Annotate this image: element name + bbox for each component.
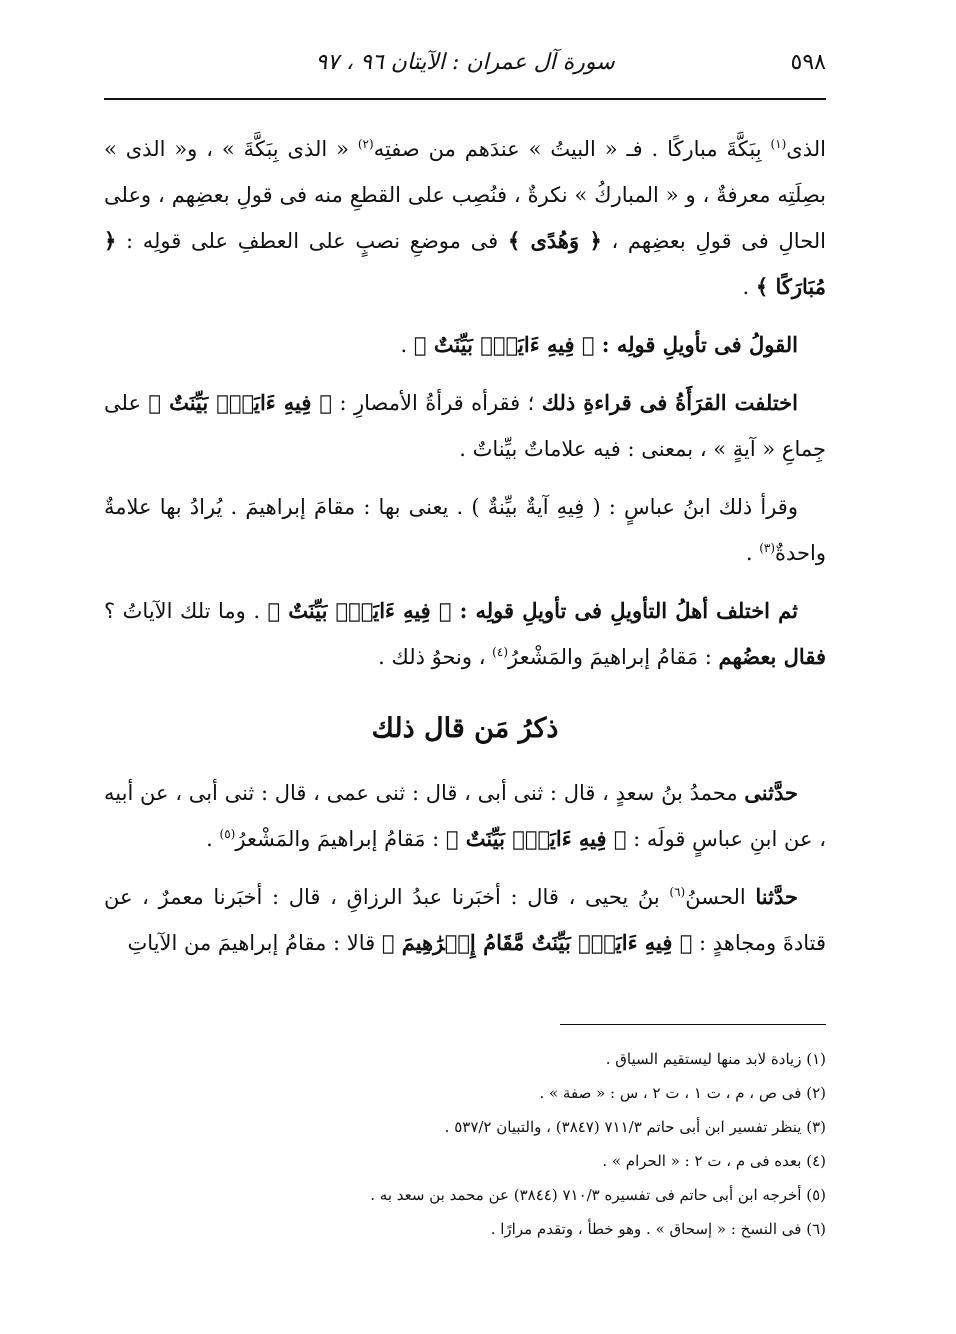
- footnote-ref-3: (٣): [759, 541, 776, 555]
- text-segment: الحسنُ: [685, 885, 756, 909]
- text-segment: قالا : مقامُ إبراهيمَ من الآياتِ: [127, 931, 382, 955]
- heading-lead: القولُ فى تأويلِ قولِه :: [594, 332, 798, 357]
- footnote-ref-5: (٥): [219, 827, 236, 841]
- text-segment: . وما تلك الآياتُ ؟: [104, 599, 268, 623]
- text-segment: فى موضعِ نصبٍ على العطفِ على قولِه :: [116, 229, 508, 253]
- heading-lead: ثم اختلف أهلُ التأويلِ فى تأويلِ قولِه :: [451, 598, 798, 623]
- footnote-rule: [560, 1024, 826, 1025]
- page-number: ٥٩٨: [790, 50, 826, 75]
- header-rule: [104, 98, 826, 100]
- text-segment: الذى: [786, 137, 826, 161]
- footnote-3: (٣) ينظر تفسير ابن أبى حاتم ٧١١/٣ (٣٨٤٧) ، والتبيان ٥٣٧/٢ .: [444, 1118, 826, 1136]
- text-segment: .: [742, 275, 756, 299]
- text-segment: « الذى بِبَكَّةَ » ، و« الذى » بصِلَتِه معرفةٌ ، و « المباركُ » نكرةٌ ، فنُصِب على القطعِ منه فى قولِ بعضِهم ، وعلى الحالِ فى قولِ بعضِهم ،: [104, 137, 826, 253]
- main-text: [104, 126, 826, 978]
- footnotes: [104, 1042, 826, 1246]
- paragraph-1: [104, 126, 826, 310]
- section-title: ذكرُ مَن قال ذلك: [371, 713, 559, 744]
- page-header: [104, 46, 826, 86]
- paragraph-2: [104, 322, 826, 368]
- text-segment: .: [400, 333, 414, 357]
- heading-lead: اختلفت القرَأَةُ فى قراءةِ ذلك: [541, 390, 798, 415]
- footnote-6: (٦) فى النسخ : « إسحاق » . وهو خطأ ، وتقدم مرارًا .: [490, 1220, 826, 1238]
- paragraph-4: [104, 484, 826, 576]
- text-segment: .: [745, 541, 760, 565]
- quran-quote: ﴿ مُبَارَكًا ﴾: [104, 228, 826, 299]
- footnote-2: (٢) فى ص ، م ، ت ١ ، ت ٢ ، س : « صفة » .: [539, 1084, 826, 1102]
- footnote-ref-4: (٤): [492, 645, 508, 659]
- text-segment: وقرأ ذلك ابنُ عباسٍ : ( فِيهِ آيةٌ بيِّنةٌ ) . يعنى بها : مقامَ إبراهيمَ . يُرادُ بها علامةٌ واحدةٌ: [104, 495, 826, 565]
- footnote-1: (١) زيادة لابد منها ليستقيم السياق .: [605, 1050, 826, 1068]
- text-segment: بنُ يحيى ، قال : أخبَرنا عبدُ الرزاقِ ، قال : أخبَرنا معمرٌ ، عن قتادةَ ومجاهدٍ :: [104, 885, 826, 955]
- text-segment: .: [206, 827, 220, 851]
- text-segment: على جِماعِ « آيةٍ » ، بمعنى : فيه علاماتٌ بيِّناتٌ .: [104, 391, 826, 461]
- isnad-lead: حدَّثنى: [744, 780, 798, 805]
- text-segment: : مَقامُ إبراهيمَ والمَشْعرُ: [235, 827, 446, 851]
- paragraph-5: [104, 588, 826, 680]
- quran-quote: ﴿ فِيهِ ءَايَتُۢ بَيِّنَتٌ ﴾: [413, 332, 595, 357]
- text-segment: ؛ فقرأه قرأةُ الأمصارِ :: [332, 391, 542, 415]
- quran-quote: ﴿ فِيهِ ءَايَتُۢ بَيِّنَتٌ ﴾: [445, 826, 627, 851]
- text-segment: محمدُ بنُ سعدٍ ، قال : ثنى أبى ، قال : ثنى عمى ، قال : ثنى أبى ، عن أبيه ، عن ابنِ عباسٍ قولَه :: [104, 781, 826, 851]
- paragraph-3: [104, 380, 826, 472]
- heading-lead: فقال بعضُهم: [718, 644, 826, 669]
- quran-quote: ﴿ فِيهِ ءَايَتُۢ بَيِّنَتٌ ﴾: [267, 598, 452, 623]
- footnote-ref-2: (٢): [357, 137, 374, 151]
- footnote-ref-6: (٦): [669, 885, 686, 899]
- quran-quote: ﴿ وَهُدًى ﴾: [507, 228, 602, 253]
- running-title: سورة آل عمران : الآيتان ٩٦ ، ٩٧: [315, 50, 615, 75]
- text-segment: : مَقامُ إبراهيمَ والمَشْعرُ: [508, 645, 719, 669]
- footnote-5: (٥) أخرجه ابن أبى حاتم فى تفسيره ٧١٠/٣ (٣٨٤٤) عن محمد بن سعد به .: [370, 1186, 826, 1204]
- footnote-4: (٤) بعده فى م ، ت ٢ : « الحرام » .: [602, 1152, 826, 1170]
- text-segment: بِبَكَّةَ مباركًا . فـ « البيتُ » عندَهم من صفتِه: [373, 137, 771, 161]
- text-segment: ، ونحوُ ذلك .: [378, 645, 493, 669]
- paragraph-7: [104, 874, 826, 966]
- paragraph-6: [104, 770, 826, 862]
- quran-quote: ﴿ فِيهِ ءَايَتُۢ بَيِّنَتٌ ﴾: [148, 390, 333, 415]
- quran-quote: ﴿ فِيهِ ءَايَتُۢ بَيِّنَتٌ مَّقَامُ إِبۡرَٰهِيمَ ﴾: [381, 930, 693, 955]
- isnad-lead: حدَّثنا: [755, 884, 798, 909]
- footnote-ref-1: (١): [770, 137, 787, 151]
